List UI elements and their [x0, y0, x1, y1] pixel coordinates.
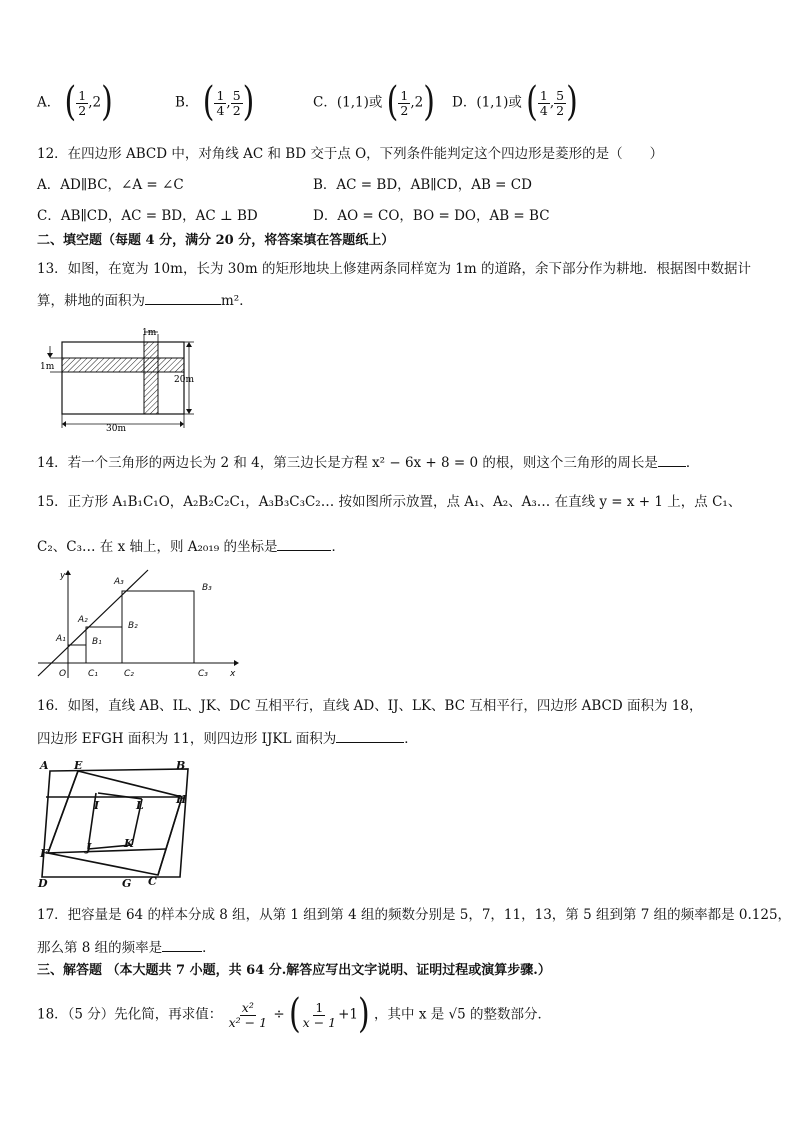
q12-option-b: B．AC = BD，AB∥CD，AB = CD [313, 177, 532, 193]
q11-option-c: C．(1,1)或 ( $\frac{1}{2}$ ,2) [313, 78, 435, 126]
q15-answer-blank[interactable] [277, 536, 331, 551]
q16-label-a: A [40, 759, 49, 772]
q16-label-f: F [40, 847, 48, 860]
q16-label-h: H [176, 793, 187, 806]
q13-figure [36, 324, 196, 432]
q16-label-g: G [122, 877, 132, 890]
q16-line2: 四边形 EFGH 面积为 11，则四边形 IJKL 面积为 ． [37, 728, 418, 748]
q11-option-a: A． ( $\frac{1}{2}$ ,2) [37, 78, 113, 126]
q17-line2: 那么第 8 组的频率是 ． [37, 937, 216, 957]
section3-heading: 三、解答题 （本大题共 7 小题，共 64 分.解答应写出文字说明、证明过程或演算步骤.） [37, 963, 551, 978]
q15-label-c3: C₃ [198, 669, 208, 679]
q14-answer-blank[interactable] [658, 452, 686, 467]
q12-option-d: D．AO = CO，BO = DO，AB = BC [313, 208, 550, 224]
q12-option-a: A．AD∥BC，∠A = ∠C [37, 177, 184, 193]
q15-label-y: y [60, 571, 66, 581]
q14-line: 14．若一个三角形的两边长为 2 和 4，第三边长是方程 x² − 6x + 8 = 0 的根，则这个三角形的周长是 ． [37, 452, 699, 472]
q18-line: 18．（5 分）先化简，再求值： $\frac{\text{x²}}{\text{x² − 1}}$ ÷ ( $\frac{1}{x - 1}$ +1) ，其中 x 是 √5 的整数部分． [37, 990, 552, 1038]
q16-line1: 16．如图，直线 AB、IL、JK、DC 互相平行，直线 AD、IJ、LK、BC 互相平行，四边形 ABCD 面积为 18， [37, 698, 703, 714]
q15-label-a3: A₃ [114, 577, 124, 587]
q15-line1: 15．正方形 A₁B₁C₁O，A₂B₂C₂C₁，A₃B₃C₃C₂… 按如图所示放置，点 A₁、A₂、A₃… 在直线 y = x + 1 上，点 C₁、 [37, 494, 742, 510]
q16-label-l: L [136, 799, 144, 812]
q15-label-b3: B₃ [202, 583, 212, 593]
q15-label-o: O [59, 669, 67, 679]
q16-label-j: J [86, 841, 92, 854]
q17-line1: 17．把容量是 64 的样本分成 8 组，从第 1 组到第 4 组的频数分别是 5，7，11，13，第 5 组到第 7 组的频率都是 0.125， [37, 907, 792, 923]
q16-label-k: K [124, 837, 134, 850]
q13-label-right: 20m [174, 375, 194, 385]
q16-answer-blank[interactable] [336, 728, 404, 743]
q15-label-c1: C₁ [88, 669, 98, 679]
q13-label-bottom: 30m [106, 424, 126, 432]
q11-option-b: B． ( $\frac{1}{4}$ , $\frac{5}{2}$ ) [175, 78, 255, 126]
q15-label-b1: B₁ [92, 637, 102, 647]
q17-answer-blank[interactable] [162, 937, 202, 952]
q13-answer-blank[interactable] [145, 290, 221, 305]
q13-label-top: 1m [142, 328, 157, 338]
q16-label-d: D [38, 877, 48, 890]
q15-label-c2: C₂ [124, 669, 134, 679]
q16-label-i: I [94, 799, 100, 812]
section2-heading: 二、填空题（每题 4 分，满分 20 分，将答案填在答题纸上） [37, 233, 395, 248]
q12-option-c: C．AB∥CD，AC = BD，AC ⊥ BD [37, 208, 258, 224]
q15-label-x: x [230, 669, 236, 679]
q11-option-d: D．(1,1)或 ( $\frac{1}{4}$ , $\frac{5}{2}$ ) [452, 78, 578, 126]
q15-label-a2: A₂ [78, 615, 88, 625]
q15-label-b2: B₂ [128, 621, 138, 631]
q15-figure [36, 568, 240, 680]
q15-label-a1: A₁ [56, 634, 66, 644]
q13-line1: 13．如图，在宽为 10m，长为 30m 的矩形地块上修建两条同样宽为 1m 的道路，余下部分作为耕地．根据图中数据计 [37, 261, 751, 277]
q16-label-c: C [148, 875, 157, 888]
q13-label-left: 1m [40, 362, 55, 372]
q16-figure [36, 757, 198, 891]
q12-stem: 12．在四边形 ABCD 中，对角线 AC 和 BD 交于点 O，下列条件能判定这个四边形是菱形的是（ ） [37, 146, 664, 162]
q16-label-b: B [176, 759, 186, 772]
q15-line2: C₂、C₃… 在 x 轴上，则 A₂₀₁₉ 的坐标是 ． [37, 536, 345, 556]
q16-label-e: E [74, 759, 83, 772]
q13-line2: 算，耕地的面积为 m²． [37, 290, 253, 310]
